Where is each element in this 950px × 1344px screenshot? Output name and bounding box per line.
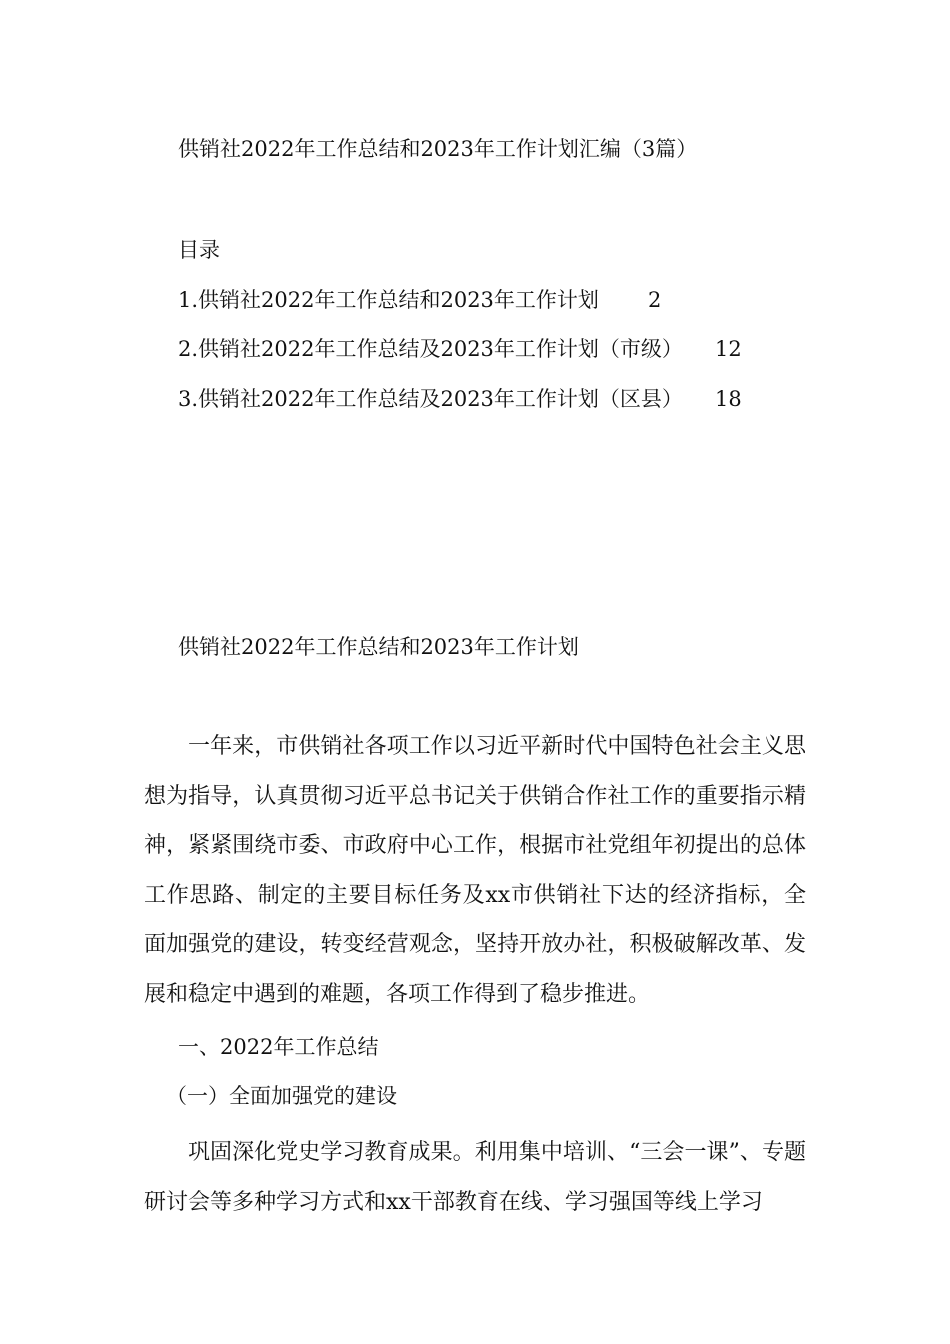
toc-item-page: 18 bbox=[715, 387, 742, 411]
toc-item-page: 12 bbox=[715, 337, 742, 361]
toc-item-label: 1.供销社2022年工作总结和2023年工作计划 bbox=[178, 288, 599, 312]
document-title: 供销社2022年工作总结和2023年工作计划汇编（3篇） bbox=[178, 137, 698, 161]
section-title: 供销社2022年工作总结和2023年工作计划 bbox=[178, 635, 579, 659]
heading-level-1: 一、2022年工作总结 bbox=[178, 1035, 379, 1059]
toc-item[interactable] bbox=[178, 286, 662, 314]
toc-item[interactable] bbox=[178, 385, 742, 413]
body-paragraph: 巩固深化党史学习教育成果。利用集中培训、“三会一课”、专题研讨会等多种学习方式和xx干部教育在线、学习强国等线上学习 bbox=[144, 1140, 806, 1215]
intro-paragraph: 一年来，市供销社各项工作以习近平新时代中国特色社会主义思想为指导，认真贯彻习近平总书记关于供销合作社工作的重要指示精神，紧紧围绕市委、市政府中心工作，根据市社党组年初提出的总体工作思路、制定的主要目标任务及xx市供销社下达的经济指标，全面加强党的建设，转变经营观念，坚持开放办社，积极破解改革、发展和稳定中遇到的难题，各项工作得到了稳步推进。 bbox=[144, 734, 806, 1007]
toc-item-label: 2.供销社2022年工作总结及2023年工作计划（市级） bbox=[178, 337, 683, 361]
toc-item[interactable] bbox=[178, 335, 742, 363]
toc-item-label: 3.供销社2022年工作总结及2023年工作计划（区县） bbox=[178, 387, 683, 411]
toc-item-page: 2 bbox=[648, 288, 662, 312]
heading-level-2: （一）全面加强党的建设 bbox=[166, 1084, 397, 1108]
toc-heading: 目录 bbox=[178, 238, 220, 262]
